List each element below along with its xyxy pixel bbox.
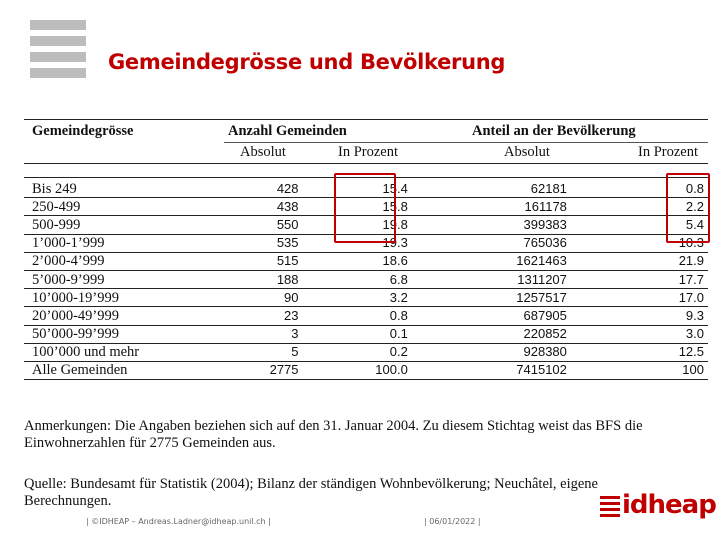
cell-bevoelkerung-prozent: 0.8 (567, 180, 708, 198)
header-absolut-1: Absolut (240, 144, 286, 160)
row-label: 500-999 (24, 216, 231, 234)
cell-bevoelkerung-absolut: 62181 (408, 180, 567, 198)
header-gemeindegroesse: Gemeindegrösse (32, 123, 134, 139)
cell-gemeinden-absolut: 535 (231, 234, 299, 252)
logo-text: idheap (622, 490, 716, 520)
footer-date: | 06/01/2022 | (424, 517, 481, 526)
cell-gemeinden-prozent: 19.8 (299, 216, 408, 234)
cell-gemeinden-prozent: 0.1 (299, 325, 408, 343)
page-title: Gemeindegrösse und Bevölkerung (108, 50, 506, 74)
header-prozent-2: In Prozent (638, 144, 698, 160)
row-label: 250-499 (24, 198, 231, 216)
cell-gemeinden-prozent: 100.0 (299, 361, 408, 379)
cell-gemeinden-prozent: 6.8 (299, 270, 408, 288)
cell-bevoelkerung-absolut: 1257517 (408, 289, 567, 307)
header-absolut-2: Absolut (504, 144, 550, 160)
cell-gemeinden-prozent: 0.8 (299, 307, 408, 325)
header-anzahl-gemeinden: Anzahl Gemeinden (228, 123, 347, 139)
row-label: Bis 249 (24, 180, 231, 198)
idheap-logo (600, 490, 716, 524)
cell-bevoelkerung-prozent: 2.2 (567, 198, 708, 216)
cell-gemeinden-prozent: 19.3 (299, 234, 408, 252)
cell-gemeinden-absolut: 2775 (231, 361, 299, 379)
table-row (24, 307, 708, 325)
cell-bevoelkerung-absolut: 1311207 (408, 270, 567, 288)
cell-bevoelkerung-absolut: 687905 (408, 307, 567, 325)
cell-bevoelkerung-absolut: 399383 (408, 216, 567, 234)
cell-bevoelkerung-prozent: 100 (567, 361, 708, 379)
cell-gemeinden-absolut: 550 (231, 216, 299, 234)
row-label: 1’000-1’999 (24, 234, 231, 252)
header-prozent-1: In Prozent (338, 144, 398, 160)
cell-gemeinden-absolut: 90 (231, 289, 299, 307)
row-label: 50’000-99’999 (24, 325, 231, 343)
table-row (24, 325, 708, 343)
cell-bevoelkerung-prozent: 10.3 (567, 234, 708, 252)
cell-bevoelkerung-prozent: 17.0 (567, 289, 708, 307)
cell-gemeinden-prozent: 15.8 (299, 198, 408, 216)
row-label: 20’000-49’999 (24, 307, 231, 325)
menu-bars-icon (30, 20, 86, 84)
row-label: Alle Gemeinden (24, 361, 231, 379)
cell-gemeinden-prozent: 18.6 (299, 252, 408, 270)
note-quelle: Quelle: Bundesamt für Statistik (2004); Bilanz der ständigen Wohnbevölkerung; Neuchâtel, eigene Berechnungen. (24, 476, 598, 509)
cell-gemeinden-absolut: 5 (231, 343, 299, 361)
cell-bevoelkerung-absolut: 161178 (408, 198, 567, 216)
footer-author: | ©IDHEAP – Andreas.Ladner@idheap.unil.ch | (86, 517, 271, 526)
highlight-box-prozent-bevoelkerung (666, 173, 710, 243)
row-label: 2’000-4’999 (24, 252, 231, 270)
cell-bevoelkerung-prozent: 12.5 (567, 343, 708, 361)
row-label: 100’000 und mehr (24, 343, 231, 361)
cell-gemeinden-absolut: 23 (231, 307, 299, 325)
cell-bevoelkerung-prozent: 3.0 (567, 325, 708, 343)
table-row (24, 252, 708, 270)
cell-gemeinden-absolut: 3 (231, 325, 299, 343)
cell-bevoelkerung-prozent: 9.3 (567, 307, 708, 325)
table-row (24, 270, 708, 288)
cell-bevoelkerung-prozent: 5.4 (567, 216, 708, 234)
table-row (24, 343, 708, 361)
highlight-box-prozent-gemeinden (334, 173, 396, 243)
table-row (24, 289, 708, 307)
cell-bevoelkerung-prozent: 17.7 (567, 270, 708, 288)
row-label: 5’000-9’999 (24, 270, 231, 288)
header-anteil-bevoelkerung: Anteil an der Bevölkerung (472, 123, 636, 139)
cell-bevoelkerung-prozent: 21.9 (567, 252, 708, 270)
cell-gemeinden-absolut: 515 (231, 252, 299, 270)
cell-bevoelkerung-absolut: 1621463 (408, 252, 567, 270)
cell-bevoelkerung-absolut: 7415102 (408, 361, 567, 379)
note-anmerkungen: Anmerkungen: Die Angaben beziehen sich auf den 31. Januar 2004. Zu diesem Stichtag weist das BFS die Einwohnerzahlen für 2775 Gemeinden aus. (24, 418, 643, 451)
cell-gemeinden-prozent: 3.2 (299, 289, 408, 307)
cell-bevoelkerung-absolut: 765036 (408, 234, 567, 252)
cell-bevoelkerung-absolut: 220852 (408, 325, 567, 343)
table-row (24, 361, 708, 379)
cell-gemeinden-absolut: 188 (231, 270, 299, 288)
cell-gemeinden-prozent: 15.4 (299, 180, 408, 198)
cell-gemeinden-prozent: 0.2 (299, 343, 408, 361)
table-header (24, 119, 708, 180)
cell-gemeinden-absolut: 428 (231, 180, 299, 198)
cell-gemeinden-absolut: 438 (231, 198, 299, 216)
row-label: 10’000-19’999 (24, 289, 231, 307)
cell-bevoelkerung-absolut: 928380 (408, 343, 567, 361)
population-table (24, 119, 708, 380)
